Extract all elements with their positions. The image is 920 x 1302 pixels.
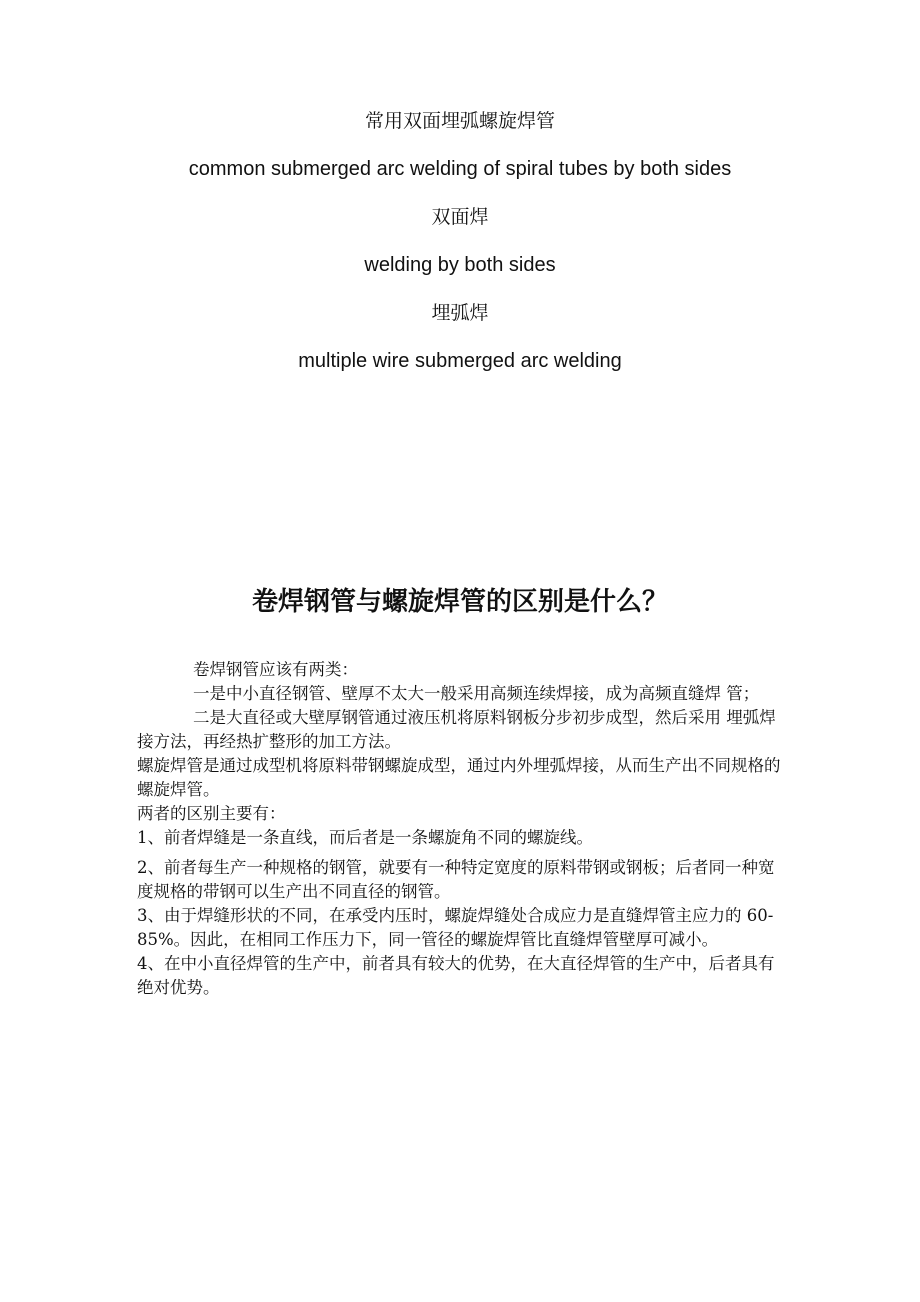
term-cn-spiral-tube: 常用双面埋弧螺旋焊管 [364, 110, 555, 132]
difference-item-4: 4、在中小直径焊管的生产中，前者具有较大的优势，在大直径焊管的生产中，后者具有绝对优势。 [137, 954, 775, 997]
intro-paragraph: 卷焊钢管应该有两类： [193, 660, 358, 679]
difference-item-3: 3、由于焊缝形状的不同，在承受内压时，螺旋焊缝处合成应力是直缝焊管主应力的 60-85%。因此，在相同工作压力下，同一管径的螺旋焊管比直缝焊管壁厚可减小。 [137, 906, 774, 949]
type2-paragraph: 二是大直径或大壁厚钢管通过液压机将原料钢板分步初步成型，然后采用 埋弧焊接方法，再经热扩整形的加工方法。 [137, 708, 776, 751]
article-body [137, 658, 789, 1000]
term-en-submerged-arc-welding: multiple wire submerged arc welding [298, 350, 622, 372]
spiral-definition-paragraph: 螺旋焊管是通过成型机将原料带钢螺旋成型，通过内外埋弧焊接，从而生产出不同规格的螺旋焊管。 [137, 756, 781, 799]
difference-item-1: 1、前者焊缝是一条直线，而后者是一条螺旋角不同的螺旋线。 [137, 828, 593, 847]
article-title: 卷焊钢管与螺旋焊管的区别是什么？ [251, 587, 668, 617]
type1-paragraph: 一是中小直径钢管、壁厚不太大一般采用高频连续焊接，成为高频直缝焊 管； [193, 684, 760, 703]
term-cn-submerged-arc-welding: 埋弧焊 [431, 302, 489, 324]
term-en-spiral-tube: common submerged arc welding of spiral tubes by both sides [188, 158, 732, 180]
difference-item-2: 2、前者每生产一种规格的钢管，就要有一种特定宽度的原料带钢或钢板；后者同一种宽度规格的带钢可以生产出不同直径的钢管。 [137, 858, 775, 901]
differences-heading: 两者的区别主要有： [137, 804, 286, 823]
term-en-double-sided-welding: welding by both sides [364, 254, 556, 276]
glossary-terms [0, 106, 920, 394]
term-cn-double-sided-welding: 双面焊 [431, 206, 489, 228]
